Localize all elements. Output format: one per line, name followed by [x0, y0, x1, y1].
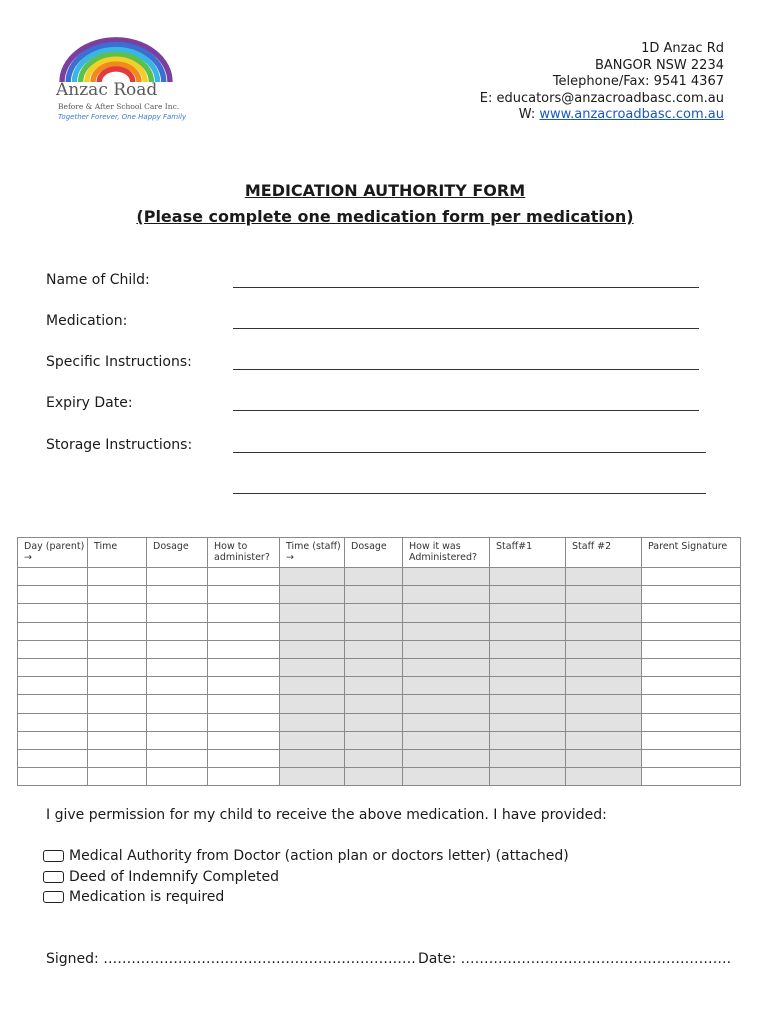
- option-medical-authority-label: Medical Authority from Doctor (action plan or doctors letter) (attached): [69, 848, 569, 864]
- table-cell[interactable]: [403, 768, 490, 786]
- table-cell[interactable]: [490, 677, 566, 695]
- logo-tagline: Together Forever, One Happy Family: [58, 113, 187, 121]
- table-cell[interactable]: [403, 640, 490, 658]
- table-cell[interactable]: [88, 749, 147, 767]
- option-medical-authority[interactable]: [43, 848, 569, 864]
- table-row: [18, 677, 741, 695]
- table-cell[interactable]: [345, 658, 403, 676]
- table-cell[interactable]: [566, 731, 642, 749]
- table-cell[interactable]: [18, 586, 88, 604]
- table-cell[interactable]: [490, 568, 566, 586]
- storage-instructions-label: Storage Instructions:: [46, 437, 193, 453]
- table-cell[interactable]: [566, 695, 642, 713]
- address-line-street: 1D Anzac Rd: [641, 41, 724, 56]
- table-cell[interactable]: [280, 731, 345, 749]
- table-cell[interactable]: [642, 749, 741, 767]
- table-cell[interactable]: [642, 677, 741, 695]
- logo-subtitle: Before & After School Care Inc.: [58, 102, 180, 111]
- table-cell[interactable]: [280, 695, 345, 713]
- table-cell[interactable]: [88, 586, 147, 604]
- header-how-administered: How it was Administered?: [403, 538, 490, 568]
- table-header-row: [18, 538, 741, 568]
- table-cell[interactable]: [642, 640, 741, 658]
- medication-line[interactable]: [233, 328, 699, 329]
- table-cell[interactable]: [490, 640, 566, 658]
- table-cell[interactable]: [147, 586, 208, 604]
- table-cell[interactable]: [208, 731, 280, 749]
- name-of-child-label: Name of Child:: [46, 272, 150, 288]
- table-cell[interactable]: [88, 677, 147, 695]
- storage-instructions-line-1[interactable]: [233, 452, 706, 453]
- expiry-date-label: Expiry Date:: [46, 395, 133, 411]
- table-cell[interactable]: [208, 749, 280, 767]
- header-dosage-staff: Dosage: [345, 538, 403, 568]
- table-cell[interactable]: [345, 731, 403, 749]
- table-cell[interactable]: [403, 731, 490, 749]
- table-cell[interactable]: [147, 695, 208, 713]
- checkbox-medication-required[interactable]: [43, 891, 64, 903]
- header-staff-2: Staff #2: [566, 538, 642, 568]
- web-prefix: W:: [518, 107, 540, 123]
- table-cell[interactable]: [345, 713, 403, 731]
- table-cell[interactable]: [18, 731, 88, 749]
- table-cell[interactable]: [566, 586, 642, 604]
- table-cell[interactable]: [18, 604, 88, 622]
- table-cell[interactable]: [345, 768, 403, 786]
- contact-address-block: [480, 41, 724, 124]
- table-cell[interactable]: [403, 695, 490, 713]
- table-cell[interactable]: [642, 622, 741, 640]
- rainbow-logo-icon: [58, 34, 178, 84]
- table-cell[interactable]: [345, 586, 403, 604]
- header-parent-signature: Parent Signature: [642, 538, 741, 568]
- table-cell[interactable]: [280, 622, 345, 640]
- table-cell[interactable]: [566, 658, 642, 676]
- form-title-sub: (Please complete one medication form per medication): [136, 207, 634, 226]
- table-cell[interactable]: [566, 677, 642, 695]
- permission-statement: I give permission for my child to receive the above medication. I have provided:: [46, 807, 607, 823]
- table-cell[interactable]: [280, 568, 345, 586]
- table-cell[interactable]: [345, 677, 403, 695]
- table-cell[interactable]: [147, 604, 208, 622]
- table-cell[interactable]: [208, 658, 280, 676]
- table-cell[interactable]: [280, 768, 345, 786]
- table-cell[interactable]: [208, 677, 280, 695]
- table-cell[interactable]: [88, 604, 147, 622]
- table-cell[interactable]: [403, 713, 490, 731]
- table-cell[interactable]: [490, 658, 566, 676]
- address-line-phone: Telephone/Fax: 9541 4367: [552, 74, 724, 90]
- table-cell[interactable]: [403, 749, 490, 767]
- table-cell[interactable]: [345, 568, 403, 586]
- table-cell[interactable]: [147, 731, 208, 749]
- table-cell[interactable]: [403, 604, 490, 622]
- table-cell[interactable]: [208, 586, 280, 604]
- table-row: [18, 604, 741, 622]
- storage-instructions-line-2[interactable]: [233, 493, 706, 494]
- table-cell[interactable]: [566, 604, 642, 622]
- header-day-parent: Day (parent) →: [18, 538, 88, 568]
- table-cell[interactable]: [345, 749, 403, 767]
- table-cell[interactable]: [642, 713, 741, 731]
- table-cell[interactable]: [147, 622, 208, 640]
- table-cell[interactable]: [403, 568, 490, 586]
- table-cell[interactable]: [147, 677, 208, 695]
- address-line-email: E: educators@anzacroadbasc.com.au: [479, 90, 724, 106]
- option-deed-of-indemnify-label: Deed of Indemnify Completed: [69, 869, 279, 885]
- header-staff-1: Staff#1: [490, 538, 566, 568]
- table-cell[interactable]: [88, 622, 147, 640]
- table-cell[interactable]: [280, 658, 345, 676]
- table-cell[interactable]: [88, 768, 147, 786]
- table-row: [18, 622, 741, 640]
- table-cell[interactable]: [280, 586, 345, 604]
- table-row: [18, 568, 741, 586]
- address-line-suburb: BANGOR NSW 2234: [594, 57, 724, 73]
- table-cell[interactable]: [208, 768, 280, 786]
- table-cell[interactable]: [403, 677, 490, 695]
- table-cell[interactable]: [490, 713, 566, 731]
- table-cell[interactable]: [18, 713, 88, 731]
- table-cell[interactable]: [490, 749, 566, 767]
- table-cell[interactable]: [345, 622, 403, 640]
- table-cell[interactable]: [208, 622, 280, 640]
- table-row: [18, 586, 741, 604]
- table-cell[interactable]: [642, 658, 741, 676]
- header-time-staff: Time (staff) →: [280, 538, 345, 568]
- table-cell[interactable]: [18, 768, 88, 786]
- checkbox-deed-of-indemnify[interactable]: [43, 871, 64, 883]
- table-cell[interactable]: [18, 568, 88, 586]
- table-row: [18, 658, 741, 676]
- table-cell[interactable]: [280, 640, 345, 658]
- table-cell[interactable]: [566, 568, 642, 586]
- table-cell[interactable]: [490, 695, 566, 713]
- table-cell[interactable]: [490, 586, 566, 604]
- table-cell[interactable]: [403, 658, 490, 676]
- table-cell[interactable]: [88, 695, 147, 713]
- table-cell[interactable]: [88, 568, 147, 586]
- table-cell[interactable]: [208, 604, 280, 622]
- table-cell[interactable]: [642, 768, 741, 786]
- signed-field[interactable]: Signed: ………………………………………………………….: [46, 951, 416, 967]
- table-cell[interactable]: [403, 586, 490, 604]
- medication-log-table: [17, 537, 741, 786]
- table-cell[interactable]: [147, 768, 208, 786]
- table-cell[interactable]: [88, 713, 147, 731]
- table-cell[interactable]: [566, 640, 642, 658]
- option-deed-of-indemnify[interactable]: [43, 869, 279, 885]
- table-cell[interactable]: [18, 640, 88, 658]
- table-cell[interactable]: [88, 640, 147, 658]
- expiry-date-line[interactable]: [233, 410, 699, 411]
- table-cell[interactable]: [642, 568, 741, 586]
- table-row: [18, 749, 741, 767]
- table-cell[interactable]: [18, 695, 88, 713]
- table-cell[interactable]: [490, 604, 566, 622]
- table-cell[interactable]: [208, 713, 280, 731]
- name-of-child-line[interactable]: [233, 287, 699, 288]
- table-cell[interactable]: [88, 731, 147, 749]
- table-cell[interactable]: [280, 677, 345, 695]
- table-cell[interactable]: [18, 749, 88, 767]
- table-cell[interactable]: [18, 677, 88, 695]
- specific-instructions-line[interactable]: [233, 369, 699, 370]
- table-cell[interactable]: [345, 604, 403, 622]
- table-cell[interactable]: [208, 695, 280, 713]
- checkbox-medical-authority[interactable]: [43, 850, 64, 862]
- table-row: [18, 640, 741, 658]
- table-cell[interactable]: [147, 749, 208, 767]
- header-how-to-administer: How to administer?: [208, 538, 280, 568]
- table-cell[interactable]: [642, 604, 741, 622]
- table-cell[interactable]: [642, 695, 741, 713]
- table-cell[interactable]: [566, 768, 642, 786]
- table-cell[interactable]: [490, 731, 566, 749]
- table-cell[interactable]: [566, 749, 642, 767]
- header-time: Time: [88, 538, 147, 568]
- table-cell[interactable]: [208, 568, 280, 586]
- table-cell[interactable]: [147, 713, 208, 731]
- specific-instructions-label: Specific Instructions:: [46, 354, 192, 370]
- table-cell[interactable]: [490, 622, 566, 640]
- table-row: [18, 768, 741, 786]
- table-cell[interactable]: [280, 749, 345, 767]
- option-medication-required-label: Medication is required: [69, 889, 225, 905]
- website-link[interactable]: www.anzacroadbasc.com.au: [539, 107, 724, 123]
- table-cell[interactable]: [18, 622, 88, 640]
- table-cell[interactable]: [403, 622, 490, 640]
- table-row: [18, 695, 741, 713]
- logo-name: Anzac Road: [56, 80, 158, 100]
- date-field[interactable]: Date: ………………………………………………….: [418, 951, 732, 967]
- table-cell[interactable]: [280, 713, 345, 731]
- table-cell[interactable]: [566, 622, 642, 640]
- table-cell[interactable]: [345, 695, 403, 713]
- medication-label: Medication:: [46, 313, 128, 329]
- table-cell[interactable]: [18, 658, 88, 676]
- table-row: [18, 713, 741, 731]
- organization-logo: [52, 30, 192, 130]
- table-row: [18, 731, 741, 749]
- address-line-web: [480, 107, 724, 124]
- table-cell[interactable]: [88, 658, 147, 676]
- table-cell[interactable]: [147, 640, 208, 658]
- header-dosage: Dosage: [147, 538, 208, 568]
- table-cell[interactable]: [642, 731, 741, 749]
- form-title-main: MEDICATION AUTHORITY FORM: [244, 181, 526, 200]
- table-cell[interactable]: [642, 586, 741, 604]
- table-cell[interactable]: [208, 640, 280, 658]
- form-title: [0, 178, 770, 230]
- table-cell[interactable]: [280, 604, 345, 622]
- table-cell[interactable]: [147, 568, 208, 586]
- option-medication-required[interactable]: [43, 889, 224, 905]
- table-cell[interactable]: [566, 713, 642, 731]
- table-cell[interactable]: [147, 658, 208, 676]
- table-cell[interactable]: [490, 768, 566, 786]
- table-cell[interactable]: [345, 640, 403, 658]
